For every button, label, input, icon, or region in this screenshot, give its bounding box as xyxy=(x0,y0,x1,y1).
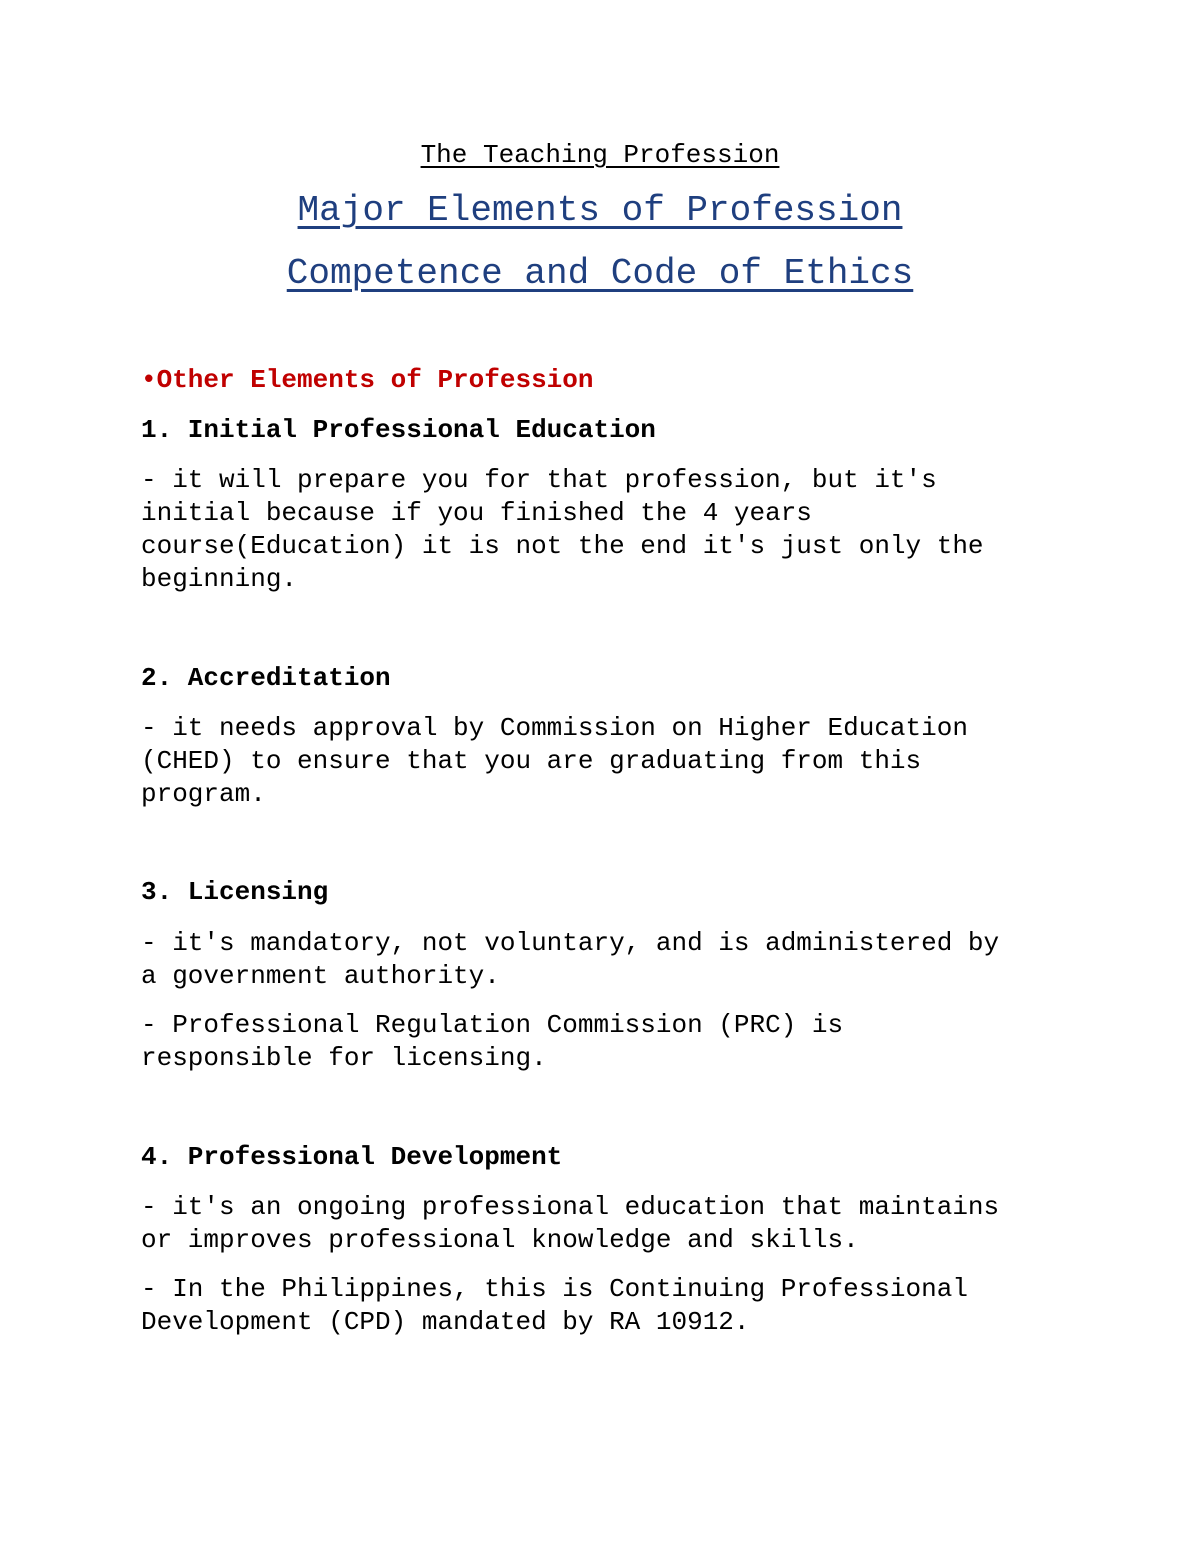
item-body-accreditation xyxy=(141,712,1061,811)
item-body-professional-development-2 xyxy=(141,1273,1061,1339)
document-title: The Teaching Profession xyxy=(420,140,780,170)
item-title-licensing: 3. Licensing xyxy=(141,877,329,907)
heading-major-elements: Major Elements of Profession xyxy=(297,190,903,231)
paragraph: - Professional Regulation Commission (PRC) is responsible for licensing. xyxy=(141,1010,844,1073)
item-title-initial-education: 1. Initial Professional Education xyxy=(141,415,656,445)
paragraph: - it will prepare you for that profession, but it's initial because if you finished the 4 years course(Education) it is not the end it's just only the beginning. xyxy=(141,465,984,594)
item-body-licensing xyxy=(141,927,1061,993)
item-body-initial-education xyxy=(141,464,1061,596)
heading-competence-ethics: Competence and Code of Ethics xyxy=(286,253,914,294)
paragraph: - it's an ongoing professional education that maintains or improves professional knowledge and skills. xyxy=(141,1192,1000,1255)
item-body-licensing-2 xyxy=(141,1009,1061,1075)
paragraph: - it's mandatory, not voluntary, and is administered by a government authority. xyxy=(141,928,1000,991)
item-body-professional-development xyxy=(141,1191,1061,1257)
paragraph: - In the Philippines, this is Continuing Professional Development (CPD) mandated by RA 10912. xyxy=(141,1274,968,1337)
item-title-professional-development: 4. Professional Development xyxy=(141,1142,563,1172)
section-title-other-elements: •Other Elements of Profession xyxy=(141,365,594,395)
paragraph: - it needs approval by Commission on Higher Education (CHED) to ensure that you are graduating from this program. xyxy=(141,713,968,809)
item-title-accreditation: 2. Accreditation xyxy=(141,663,391,693)
